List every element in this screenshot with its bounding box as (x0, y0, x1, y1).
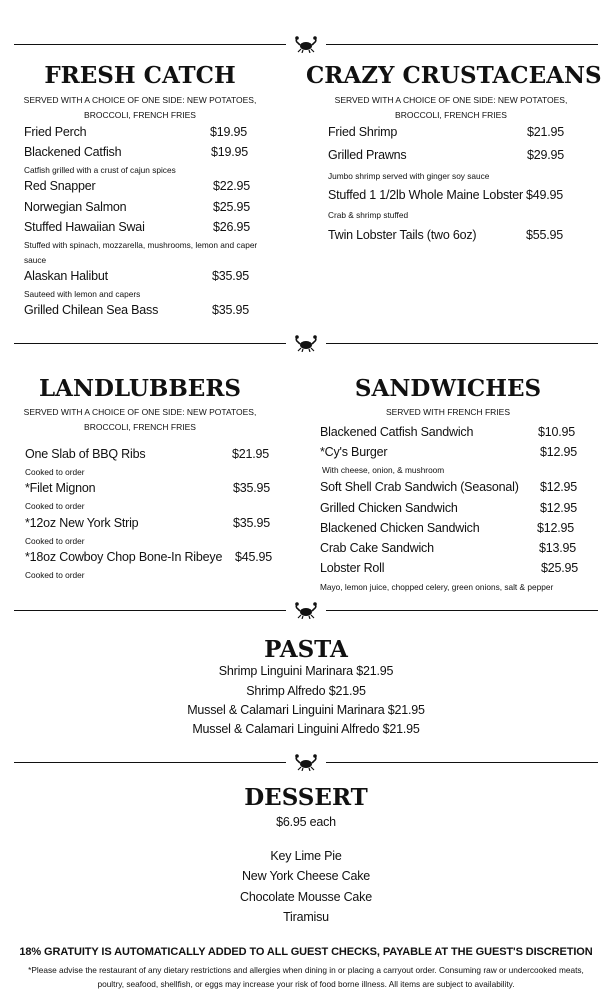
menu-item-description: Mayo, lemon juice, chopped celery, green onions, salt & pepper (320, 582, 554, 592)
menu-item-description: With cheese, onion, & mushroom (322, 465, 445, 475)
menu-item-name: Stuffed 1 1/2lb Whole Maine Lobster (328, 188, 523, 202)
section-subtitle: BROCCOLI, FRENCH FRIES (84, 422, 196, 432)
menu-item-description: Crab & shrimp stuffed (328, 210, 409, 220)
pasta-item: Mussel & Calamari Linguini Marinara $21.95 (187, 703, 425, 717)
menu-item-price: $25.95 (213, 200, 251, 214)
menu-item-name: *12oz New York Strip (25, 516, 139, 530)
section-subtitle: SERVED WITH FRENCH FRIES (385, 407, 511, 417)
section-subtitle: SERVED WITH A CHOICE OF ONE SIDE: NEW POTATOES, (23, 407, 257, 417)
allergy-disclaimer: *Please advise the restaurant of any dietary restrictions and allergies when dining in or placing a carryout order. Consuming raw or undercooked meats, (28, 965, 584, 975)
dessert-item: Key Lime Pie (270, 849, 342, 863)
menu-item-price: $35.95 (233, 516, 271, 530)
menu-item-description: Cooked to order (25, 536, 85, 546)
section-title-crazy-crustaceans: CRAZY CRUSTACEANS (306, 62, 602, 89)
menu-item-description: sauce (24, 255, 47, 265)
divider-3 (14, 603, 598, 619)
menu-item-price: $19.95 (210, 125, 248, 139)
pasta-item: Mussel & Calamari Linguini Alfredo $21.95 (192, 722, 420, 736)
menu-item-description: Stuffed with spinach, mozzarella, mushrooms, lemon and caper (24, 240, 258, 250)
menu-item-price: $22.95 (213, 179, 251, 193)
section-title-sandwiches: SANDWICHES (354, 375, 542, 402)
menu-item-price: $10.95 (538, 425, 576, 439)
menu-item-price: $26.95 (213, 220, 251, 234)
menu-item-price: $21.95 (232, 447, 270, 461)
menu-item-name: Grilled Prawns (328, 148, 407, 162)
section-title-dessert: DESSERT (244, 784, 368, 811)
menu-item-name: *18oz Cowboy Chop Bone-In Ribeye (25, 550, 223, 564)
menu-item-description: Cooked to order (25, 570, 85, 580)
section-subtitle: SERVED WITH A CHOICE OF ONE SIDE: NEW POTATOES, (334, 95, 568, 105)
menu-item-price: $55.95 (526, 228, 564, 242)
section-title-landlubbers: LANDLUBBERS (38, 375, 242, 402)
menu-item-name: Blackened Catfish (24, 145, 122, 159)
menu-item-price: $49.95 (526, 188, 564, 202)
divider-2 (14, 336, 598, 352)
gratuity-notice: 18% GRATUITY IS AUTOMATICALLY ADDED TO ALL GUEST CHECKS, PAYABLE AT THE GUEST'S DISCRETION (19, 946, 593, 958)
menu-item-price: $21.95 (527, 125, 565, 139)
menu-item-description: Jumbo shrimp served with ginger soy sauce (328, 171, 490, 181)
section-subtitle: SERVED WITH A CHOICE OF ONE SIDE: NEW POTATOES, (23, 95, 257, 105)
menu-item-price: $13.95 (539, 541, 577, 555)
menu-item-price: $29.95 (527, 148, 565, 162)
menu-item-price: $12.95 (537, 521, 575, 535)
menu-item-price: $25.95 (541, 561, 579, 575)
crab-icon (294, 753, 318, 771)
crab-icon (294, 334, 318, 352)
allergy-disclaimer-2: poultry, seafood, shellfish, or eggs may increase your risk of food borne illness. All items are subject to availability. (97, 979, 515, 989)
dessert-item: Chocolate Mousse Cake (240, 890, 372, 904)
menu-item-name: Alaskan Halibut (24, 269, 108, 283)
dessert-item: New York Cheese Cake (241, 869, 371, 883)
menu-item-name: One Slab of BBQ Ribs (25, 447, 146, 461)
crab-icon (294, 601, 318, 619)
menu-item-price: $12.95 (540, 445, 578, 459)
menu-item-name: Twin Lobster Tails (two 6oz) (328, 228, 477, 242)
menu-item-name: Stuffed Hawaiian Swai (24, 220, 145, 234)
divider-top (14, 37, 598, 53)
menu-item-name: Blackened Catfish Sandwich (320, 425, 474, 439)
menu-item-price: $35.95 (212, 269, 250, 283)
menu-item-description: Cooked to order (25, 467, 85, 477)
menu-item-name: Red Snapper (24, 179, 96, 193)
menu-item-description: Sauteed with lemon and capers (24, 289, 141, 299)
menu-item-name: Norwegian Salmon (24, 200, 127, 214)
divider-4 (14, 755, 598, 771)
dessert-price: $6.95 each (276, 815, 336, 829)
menu-item-name: Fried Shrimp (328, 125, 398, 139)
menu-item-name: Grilled Chicken Sandwich (320, 501, 458, 515)
menu-item-price: $45.95 (235, 550, 273, 564)
pasta-item: Shrimp Linguini Marinara $21.95 (218, 664, 394, 678)
menu-item-price: $35.95 (212, 303, 250, 317)
menu-item-price: $12.95 (540, 480, 578, 494)
section-subtitle: BROCCOLI, FRENCH FRIES (395, 110, 507, 120)
menu-item-name: Grilled Chilean Sea Bass (24, 303, 159, 317)
crab-icon (294, 35, 318, 53)
section-subtitle: BROCCOLI, FRENCH FRIES (84, 110, 196, 120)
section-title-pasta: PASTA (264, 636, 348, 663)
menu-item-name: Soft Shell Crab Sandwich (Seasonal) (320, 480, 519, 494)
menu-item-name: *Cy's Burger (320, 445, 388, 459)
pasta-item: Shrimp Alfredo $21.95 (246, 684, 366, 698)
menu-item-price: $35.95 (233, 481, 271, 495)
menu-item-price: $12.95 (540, 501, 578, 515)
menu-item-name: Blackened Chicken Sandwich (320, 521, 480, 535)
dessert-item: Tiramisu (283, 910, 329, 924)
menu-item-name: Fried Perch (24, 125, 87, 139)
menu-item-name: *Filet Mignon (25, 481, 96, 495)
section-title-fresh-catch: FRESH CATCH (44, 62, 236, 89)
menu-item-description: Cooked to order (25, 501, 85, 511)
menu-item-name: Crab Cake Sandwich (320, 541, 434, 555)
menu-item-description: Catfish grilled with a crust of cajun spices (24, 165, 176, 175)
menu-item-name: Lobster Roll (320, 561, 385, 575)
menu-item-price: $19.95 (211, 145, 249, 159)
